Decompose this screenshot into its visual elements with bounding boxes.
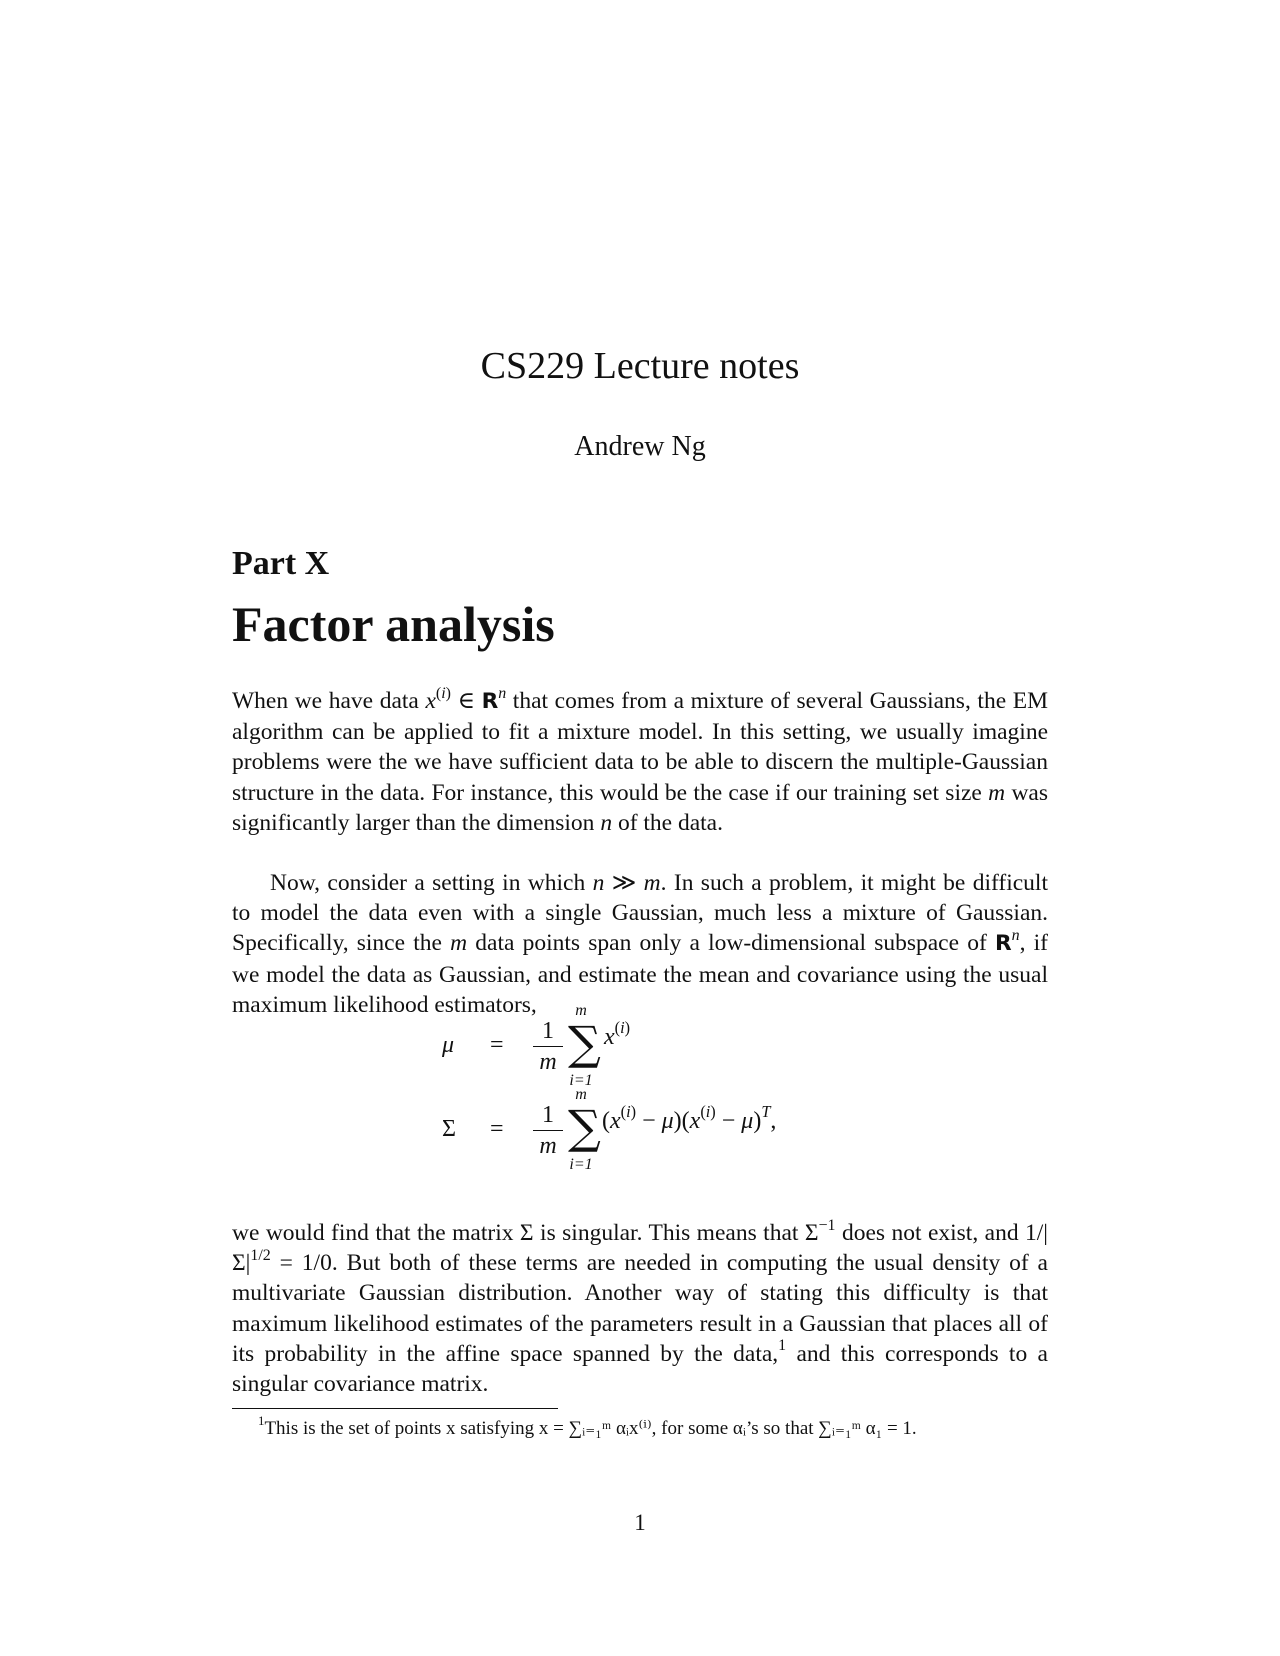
text-run: = 1/0. But both of these terms are needed in computing the usual density of a multivariate Gaussian distribution. Another way of stating this difficulty is that maximum likelihood estimates of the parameters result in a Gaussian that places all of its probability in the affine space spanned by the data,	[232, 1250, 1048, 1367]
math-x-in-rn: $x^{(i)}$ ∈ $R^n$	[425, 684, 507, 714]
part-heading: Part X	[232, 545, 330, 582]
text-run: does not exist, and 1/|Σ|	[232, 1220, 1048, 1277]
page-number: 1	[634, 1510, 646, 1535]
summation-sign: ∑	[568, 1016, 601, 1070]
document-title: CS229 Lecture notes	[480, 345, 800, 387]
footnote-rule	[232, 1408, 558, 1409]
equation-rhs: $x^{(i)}$	[604, 1018, 631, 1050]
equation-lhs: μ	[442, 1032, 455, 1058]
text-run: Now, consider a setting in which	[270, 870, 593, 896]
paragraph-setting	[232, 868, 1048, 1020]
fraction-denominator: m	[539, 1133, 557, 1159]
fraction-numerator: 1	[542, 1102, 554, 1128]
text-run: , if we model the data as Gaussian, and estimate the mean and covariance using the usual maximum likelihood estimators,	[232, 930, 1049, 1018]
footnote-text: This is the set of points x satisfying x = ∑ᵢ₌₁ᵐ αᵢx⁽ⁱ⁾, for some αᵢ’s so that ∑ᵢ₌₁ᵐ α₁ = 1.	[264, 1418, 917, 1439]
superscript: 1/2	[250, 1246, 271, 1264]
sum-upper-limit: m	[575, 1086, 587, 1103]
text-run: and this corresponds to a singular covariance matrix.	[232, 1340, 1048, 1398]
equation-rhs: $(x^{(i)} - \mu)(x^{(i)} - \mu)^T$,	[602, 1102, 777, 1134]
fraction-bar	[533, 1046, 563, 1047]
chapter-heading: Factor analysis	[232, 596, 555, 652]
equals-sign: =	[490, 1116, 504, 1142]
text-run: data points span only a low-dimensional subspace of	[467, 930, 995, 957]
paragraph-intro	[232, 686, 1048, 838]
text-run: of the data.	[612, 809, 723, 836]
text-run: . In such a problem, it might be difficult to model the data even with a single Gaussian, much less a mixture of Gaussian. Specifically, since the	[232, 870, 1048, 957]
fraction	[533, 1102, 563, 1159]
equation-lhs: Σ	[442, 1116, 456, 1142]
fraction-numerator: 1	[542, 1018, 554, 1044]
math-m: m	[450, 930, 468, 957]
footnote-mark: 1	[258, 1413, 265, 1429]
paragraph-singular	[232, 1218, 1048, 1399]
fraction	[533, 1018, 563, 1075]
text-run: we would find that the matrix Σ is singular. This means that Σ	[232, 1220, 819, 1246]
math-n: n	[600, 809, 613, 836]
math-n-gg-m: n ≫ m	[592, 870, 661, 896]
footnote-marker[interactable]: 1	[778, 1337, 787, 1355]
text-run: When we have data	[232, 688, 426, 714]
equals-sign: =	[490, 1032, 504, 1058]
text-run: that comes from a mixture of several Gaussians, the EM algorithm can be applied to fit a mixture model. In this setting, we usually imagine problems were the we have sufficient data to be able to discern the multiple-Gaussian structure in the data. For instance, this would be the case if our training set size	[232, 688, 1048, 806]
superscript: −1	[818, 1216, 836, 1234]
fraction-denominator: m	[539, 1049, 557, 1075]
sum-lower-limit: i=1	[569, 1156, 593, 1173]
math-rn: $R^n$	[994, 926, 1020, 957]
fraction-bar	[533, 1130, 563, 1131]
equation-covariance	[0, 1086, 1280, 1174]
footnote	[232, 1413, 1048, 1442]
math-m: m	[988, 779, 1006, 806]
text-run: was significantly larger than the dimension	[232, 779, 1048, 836]
equation-mean	[0, 1002, 1280, 1090]
sum-upper-limit: m	[575, 1002, 587, 1019]
summation-sign: ∑	[568, 1100, 601, 1154]
sum-lower-limit: i=1	[569, 1072, 593, 1089]
document-author: Andrew Ng	[574, 431, 706, 462]
